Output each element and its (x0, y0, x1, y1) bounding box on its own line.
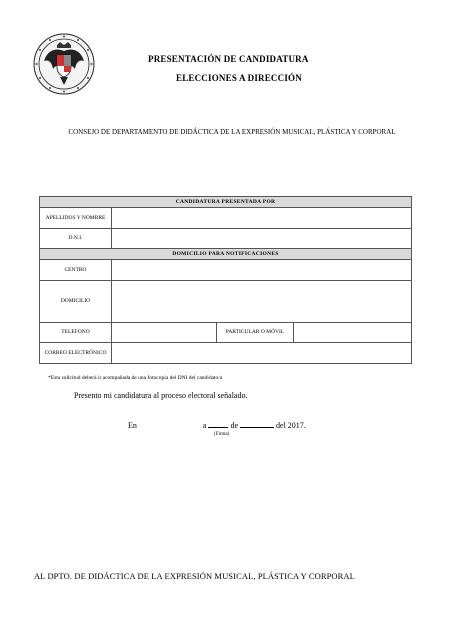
domicilio-label: DOMICILIO (40, 281, 112, 323)
de-text: de (230, 421, 239, 430)
en-text: En (128, 421, 137, 430)
dni-copy-note: *Esta solicitud deberá ir acompañada de una fotocopia del DNI del candidato/a (48, 375, 223, 381)
centro-label: CENTRO (40, 260, 112, 281)
telefono-label: TELEFONO (40, 323, 112, 343)
centro-field[interactable] (112, 260, 412, 281)
council-name: CONSEJO DE DEPARTAMENTO DE DIDÁCTICA DE LA EXPRESIÓN MUSICAL, PLÁSTICA Y CORPORAL (68, 128, 396, 136)
day-blank[interactable] (208, 419, 228, 428)
dni-field[interactable] (112, 229, 412, 249)
a-text: a (202, 421, 207, 430)
section-address-header: DOMICILIO PARA NOTIFICACIONES (40, 249, 412, 260)
month-blank[interactable] (240, 419, 274, 428)
form-subtitle: ELECCIONES A DIRECCIÓN (176, 73, 302, 83)
name-label: APELLIDOS Y NOMBRE (40, 208, 112, 229)
domicilio-field[interactable] (112, 281, 412, 323)
movil-label: PARTICULAR O MÓVIL (217, 323, 294, 343)
signature-label: (Firma) (214, 432, 230, 437)
email-field[interactable] (112, 343, 412, 364)
candidacy-form (39, 196, 412, 364)
signature-date-line (128, 419, 328, 431)
email-label: CORREO ELECTRÓNICO (40, 343, 112, 364)
form-title: PRESENTACIÓN DE CANDIDATURA (148, 54, 309, 64)
department-footer: AL DPTO. DE DIDÁCTICA DE LA EXPRESIÓN MUSICAL, PLÁSTICA Y CORPORAL (34, 571, 355, 581)
movil-field[interactable] (294, 323, 412, 343)
section-candidate-header: CANDIDATURA PRESENTADA POR (40, 197, 412, 208)
telefono-field[interactable] (112, 323, 217, 343)
year-text: del 2017. (276, 421, 306, 430)
candidacy-statement: Presento mi candidatura al proceso electoral señalado. (74, 391, 248, 400)
name-field[interactable] (112, 208, 412, 229)
dni-label: D.N.I. (40, 229, 112, 249)
university-seal-logo (33, 33, 95, 95)
